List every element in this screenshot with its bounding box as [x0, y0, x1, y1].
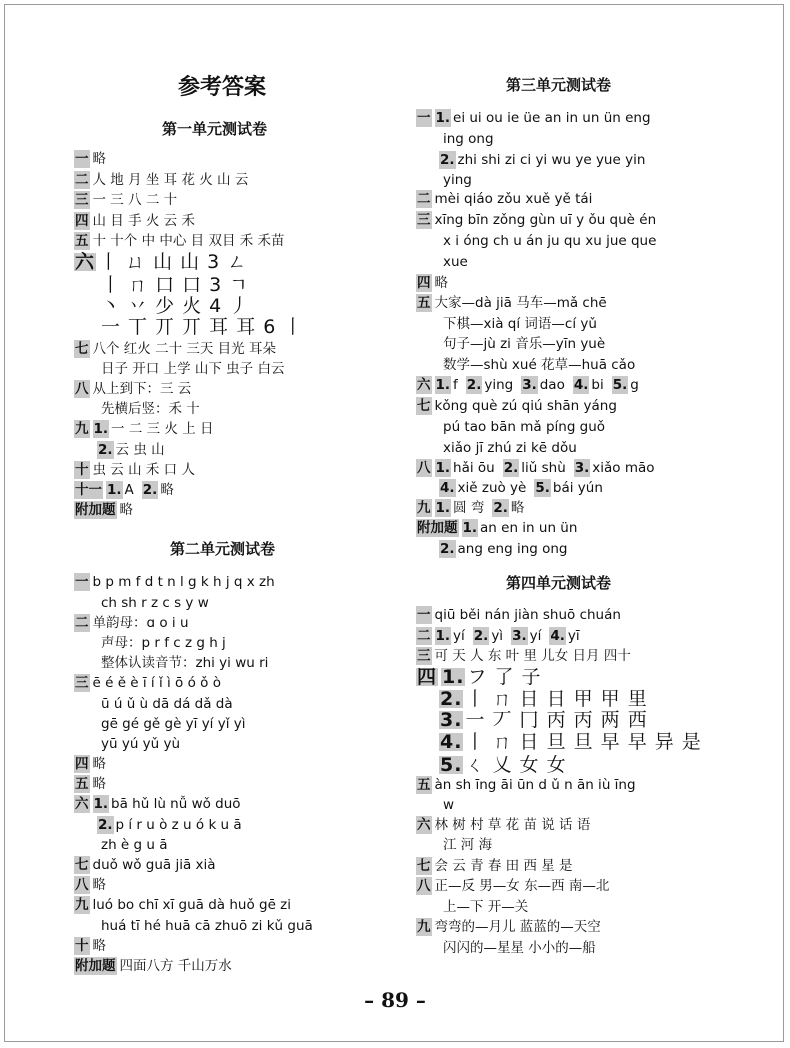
- answer-text: yī: [567, 628, 580, 644]
- question-number: 十: [75, 462, 89, 478]
- answer-line: [416, 274, 456, 292]
- answer-text: 一 三 八 二 十: [92, 192, 178, 208]
- answer-text: 一 二 三 火 上 日: [111, 421, 214, 437]
- answer-line: [416, 857, 581, 875]
- answer-text: b p m f d t n l g k h j q x zh: [92, 574, 275, 590]
- sub-question-number: 3.: [440, 709, 463, 731]
- answer-line: [101, 297, 257, 315]
- answer-text: luó bo chī xī guā dà huǒ gē zi: [92, 897, 292, 913]
- answer-text: ang eng ing ong: [457, 541, 568, 557]
- answer-text: kǒng què zú qiú shān yáng: [434, 398, 617, 414]
- answer-text: 丨 ㄇ 日 旦 旦 早 早 异 是: [465, 731, 702, 753]
- answer-text: yū yú yǔ yù: [101, 736, 181, 752]
- question-number: 一: [75, 151, 89, 167]
- answer-text: yí: [453, 628, 465, 644]
- sub-question-number: 5.: [612, 377, 628, 393]
- sub-question-number: 2.: [503, 460, 519, 476]
- answer-line: [74, 380, 199, 398]
- answer-line: [74, 674, 229, 692]
- answer-line: [443, 836, 500, 854]
- answer-line: [443, 796, 462, 814]
- answer-text: 虫 云 山 禾 口 人: [92, 462, 195, 478]
- answer-text: 略: [92, 776, 106, 792]
- sub-question-number: 2.: [493, 500, 508, 516]
- answer-line: [443, 335, 613, 353]
- answer-line: [101, 654, 276, 672]
- unit3-title: 第三单元测试卷: [506, 76, 612, 94]
- sub-question-number: 3.: [512, 628, 527, 644]
- answer-line: [74, 501, 141, 519]
- answer-text: A: [124, 482, 134, 498]
- answer-line: [439, 711, 656, 729]
- answer-line: [74, 573, 283, 591]
- answer-text: ing ong: [443, 131, 494, 147]
- answer-text: 一 丆 冂 丙 丙 两 西: [465, 709, 648, 731]
- answer-text: mèi qiáo zǒu xuě yě tái: [434, 191, 593, 207]
- question-number: 七: [75, 857, 89, 873]
- answer-line: [416, 499, 532, 517]
- answer-line: [74, 150, 114, 168]
- sub-question-number: 1.: [435, 377, 451, 393]
- answer-text: 丨 ㄇ 日 日 甲 甲 里: [465, 688, 648, 710]
- sub-question-number: 4.: [573, 377, 589, 393]
- sub-question-number: 2.: [473, 628, 489, 644]
- answer-text: 略: [434, 275, 448, 291]
- answer-text: zh è g u ā: [101, 837, 168, 853]
- answer-text: フ 了 子: [467, 666, 542, 688]
- answer-text: yì: [491, 628, 504, 644]
- answer-text: p í r u ò z u ó k u ā: [115, 817, 242, 833]
- question-number: 二: [417, 191, 431, 207]
- answer-line: [416, 816, 598, 834]
- answer-text: ei ui ou ie üe an in un ün eng: [453, 110, 651, 126]
- question-number: 八: [417, 460, 431, 476]
- answer-line: [416, 294, 615, 312]
- answer-text: zhi shi zi ci yi wu ye yue yin: [457, 152, 646, 168]
- sub-question-number: 1.: [442, 666, 465, 688]
- answer-text: pú tao bān mǎ píng guǒ: [443, 419, 606, 435]
- answer-line: [101, 360, 292, 378]
- answer-line: [416, 877, 617, 895]
- answer-text: 丨 ㄇ 口 口 3 ㄱ: [101, 274, 249, 296]
- answer-text: hǎi ōu: [453, 460, 495, 476]
- answer-line: [416, 519, 585, 537]
- answer-text: 林 树 村 草 花 苗 说 话 语: [434, 817, 591, 833]
- question-number: 八: [75, 381, 89, 397]
- answer-line: [416, 918, 609, 936]
- answer-text: g: [630, 377, 639, 393]
- answer-text: 略: [92, 151, 106, 167]
- answer-line: [439, 479, 611, 497]
- question-number: 附加题: [75, 958, 116, 974]
- answer-text: 从上到下：三 云: [92, 381, 192, 397]
- question-number: 九: [417, 919, 431, 935]
- answer-line: [439, 151, 653, 169]
- answer-line: [416, 668, 550, 686]
- question-number: 六: [75, 796, 89, 812]
- sub-question-number: 3.: [574, 460, 590, 476]
- question-number: 四: [417, 666, 438, 688]
- answer-text: 丨 ㄩ 山 山 3 ㄥ: [99, 251, 248, 273]
- answer-text: bi: [591, 377, 604, 393]
- answer-line: [416, 109, 659, 127]
- answer-text: bā hǔ lù nǚ wǒ duō: [111, 796, 241, 812]
- question-number: 七: [417, 858, 431, 874]
- sub-question-number: 2.: [440, 152, 455, 168]
- answer-text: 江 河 海: [443, 837, 493, 853]
- answer-line: [74, 856, 224, 874]
- question-number: 六: [75, 251, 96, 273]
- answer-line: [416, 647, 639, 665]
- sub-question-number: 2.: [440, 688, 463, 710]
- question-number: 十一: [75, 482, 102, 498]
- answer-text: xue: [443, 254, 468, 270]
- sub-question-number: 1.: [435, 628, 451, 644]
- answer-line: [439, 733, 710, 751]
- answer-text: xiǎo māo: [592, 460, 655, 476]
- answer-text: ch sh r z c s y w: [101, 595, 209, 611]
- answer-line: [97, 441, 173, 459]
- answer-line: [439, 756, 575, 774]
- sub-question-number: 2.: [98, 442, 113, 458]
- sub-question-number: 4.: [440, 480, 455, 496]
- answer-line: [101, 695, 241, 713]
- question-number: 二: [417, 628, 431, 644]
- answer-line: [443, 418, 613, 436]
- answer-text: yí: [529, 628, 542, 644]
- answer-line: [101, 735, 188, 753]
- answer-line: [74, 896, 299, 914]
- answer-text: xīng bīn zǒng gùn uī y ǒu què én: [434, 212, 657, 228]
- sub-question-number: 1.: [93, 796, 109, 812]
- answer-text: an en in un ün: [480, 520, 578, 536]
- answer-text: xiě zuò yè: [457, 480, 527, 496]
- sub-question-number: 3.: [522, 377, 537, 393]
- answer-text: àn sh īng āi ūn d ǔ n ān iù īng: [434, 777, 636, 793]
- sub-question-number: 1.: [435, 500, 451, 516]
- question-number: 三: [75, 675, 89, 691]
- answer-text: w: [443, 797, 455, 813]
- answer-text: duǒ wǒ guā jiā xià: [92, 857, 216, 873]
- answer-line: [101, 836, 176, 854]
- answer-text: 山 目 手 火 云 禾: [92, 213, 195, 229]
- question-number: 九: [75, 897, 89, 913]
- sub-question-number: 1.: [435, 460, 451, 476]
- page-title: 参考答案: [178, 74, 267, 100]
- answer-line: [416, 459, 663, 477]
- answer-line: [443, 898, 536, 916]
- question-number: 一: [417, 607, 431, 623]
- question-number: 二: [75, 615, 89, 631]
- answer-text: 数学—shù xué 花草—huā cǎo: [443, 357, 636, 373]
- answer-text: bái yún: [552, 480, 603, 496]
- sub-question-number: 2.: [466, 377, 482, 393]
- answer-text: ying: [484, 377, 514, 393]
- answer-text: 略: [510, 500, 525, 516]
- answer-text: 闪闪的—星星 小小的—船: [443, 940, 596, 956]
- question-number: 九: [417, 500, 431, 516]
- answer-line: [74, 481, 182, 499]
- page-number: – 89 –: [364, 988, 426, 1012]
- answer-line: [416, 606, 629, 624]
- answer-text: qiū běi nán jiàn shuō chuán: [434, 607, 621, 623]
- answer-text: ying: [443, 172, 472, 188]
- answer-text: 云 虫 山: [115, 442, 165, 458]
- unit4-title: 第四单元测试卷: [506, 574, 612, 592]
- question-number: 三: [417, 648, 431, 664]
- answer-line: [443, 171, 480, 189]
- answer-line: [74, 937, 114, 955]
- answer-line: [443, 939, 604, 957]
- answer-line: [74, 614, 197, 632]
- answer-text: 略: [119, 502, 133, 518]
- answer-line: [74, 420, 222, 438]
- unit1-title: 第一单元测试卷: [162, 120, 268, 138]
- answer-text: f: [453, 377, 458, 393]
- question-number: 八: [75, 877, 89, 893]
- answer-text: 八个 红火 二十 三天 目光 耳朵: [92, 341, 276, 357]
- answer-line: [74, 232, 293, 250]
- question-number: 三: [75, 192, 89, 208]
- sub-question-number: 1.: [107, 482, 122, 498]
- answer-line: [74, 191, 185, 209]
- answer-line: [74, 775, 114, 793]
- answer-text: 十 十个 中 中心 目 双目 禾 禾苗: [92, 233, 285, 249]
- answer-line: [101, 594, 217, 612]
- answer-line: [97, 816, 250, 834]
- answer-line: [416, 397, 625, 415]
- question-number: 七: [417, 398, 431, 414]
- answer-text: 会 云 青 春 田 西 星 是: [434, 858, 573, 874]
- answer-line: [74, 340, 284, 358]
- answer-text: 声母：p r f c z g h j: [101, 635, 226, 651]
- answer-line: [443, 232, 664, 250]
- answer-text: huá tī hé huā cā zhuō zi kǔ guā: [101, 918, 313, 934]
- answer-text: ē é ě è ī í ǐ ì ō ó ǒ ò: [92, 675, 221, 691]
- question-number: 一: [75, 574, 89, 590]
- answer-line: [74, 795, 249, 813]
- answer-line: [74, 212, 203, 230]
- answer-text: 略: [92, 756, 106, 772]
- answer-text: 丶 丷 少 火 4 丿: [101, 295, 250, 317]
- question-number: 附加题: [75, 502, 116, 518]
- sub-question-number: 2.: [142, 482, 158, 498]
- answer-text: gē gé gě gè yī yí yǐ yì: [101, 716, 246, 732]
- answer-line: [416, 190, 600, 208]
- question-number: 五: [417, 295, 431, 311]
- answer-text: 略: [92, 938, 106, 954]
- answer-line: [443, 356, 643, 374]
- answer-text: 大家—dà jiā 马车—mǎ chē: [434, 295, 607, 311]
- question-number: 二: [75, 172, 89, 188]
- answer-line: [74, 171, 256, 189]
- question-number: 十: [75, 938, 89, 954]
- question-number: 四: [417, 275, 431, 291]
- answer-text: 日子 开口 上学 山下 虫子 白云: [101, 361, 285, 377]
- question-number: 一: [417, 110, 431, 126]
- page-border: [4, 4, 784, 1042]
- answer-text: 人 地 月 坐 耳 花 火 山 云: [92, 172, 249, 188]
- answer-line: [416, 627, 588, 645]
- answer-line: [101, 318, 311, 336]
- answer-line: [74, 876, 114, 894]
- answer-text: 上—下 开—关: [443, 899, 529, 915]
- sub-question-number: 5.: [440, 754, 463, 776]
- question-number: 六: [417, 817, 431, 833]
- question-number: 九: [75, 421, 89, 437]
- answer-text: 可 天 人 东 叶 里 儿女 日月 四十: [434, 648, 631, 664]
- answer-line: [101, 634, 234, 652]
- answer-text: 略: [160, 482, 174, 498]
- answer-text: ū ú ǔ ù dā dá dǎ dà: [101, 696, 233, 712]
- answer-line: [416, 211, 664, 229]
- unit2-title: 第二单元测试卷: [170, 540, 276, 558]
- answer-line: [74, 253, 255, 271]
- answer-line: [74, 755, 114, 773]
- answer-line: [416, 776, 644, 794]
- question-number: 四: [75, 213, 89, 229]
- answer-line: [101, 276, 257, 294]
- answer-text: 圆 弯: [453, 500, 485, 516]
- question-number: 七: [75, 341, 89, 357]
- answer-line: [443, 439, 585, 457]
- answer-text: 下棋—xià qí 词语—cí yǔ: [443, 316, 597, 332]
- answer-line: [439, 690, 656, 708]
- answer-line: [74, 461, 203, 479]
- answer-text: 一 丅 丌 丌 耳 耳 6 丨: [101, 316, 304, 338]
- question-number: 五: [75, 776, 89, 792]
- answer-line: [443, 130, 502, 148]
- sub-question-number: 5.: [535, 480, 550, 496]
- answer-line: [439, 540, 576, 558]
- question-number: 附加题: [417, 520, 458, 536]
- answer-line: [101, 400, 208, 418]
- answer-line: [101, 917, 321, 935]
- answer-text: x i óng ch u án ju qu xu jue que: [443, 233, 657, 249]
- answer-text: 先横后竖：禾 十: [101, 401, 200, 417]
- sub-question-number: 4.: [550, 628, 565, 644]
- answer-text: xiǎo jī zhú zi kē dǒu: [443, 440, 577, 456]
- answer-text: ㄑ 乂 女 女: [465, 754, 567, 776]
- sub-question-number: 2.: [98, 817, 113, 833]
- answer-text: liǔ shù: [521, 460, 566, 476]
- answer-line: [101, 715, 254, 733]
- question-number: 八: [417, 878, 431, 894]
- sub-question-number: 1.: [462, 520, 478, 536]
- question-number: 四: [75, 756, 89, 772]
- sub-question-number: 4.: [440, 731, 463, 753]
- question-number: 六: [417, 377, 431, 393]
- answer-text: 整体认读音节：zhi yi wu ri: [101, 655, 269, 671]
- answer-text: 正—反 男—女 东—西 南—北: [434, 878, 610, 894]
- answer-line: [443, 315, 605, 333]
- sub-question-number: 1.: [435, 110, 451, 126]
- answer-line: [416, 376, 647, 394]
- answer-text: 句子—jù zi 音乐—yīn yuè: [443, 336, 606, 352]
- answer-text: 弯弯的—月儿 蓝蓝的—天空: [434, 919, 601, 935]
- answer-line: [74, 957, 240, 975]
- answer-text: 单韵母：ɑ o i u: [92, 615, 189, 631]
- question-number: 五: [75, 233, 89, 249]
- answer-text: 略: [92, 877, 106, 893]
- sub-question-number: 2.: [440, 541, 455, 557]
- question-number: 三: [417, 212, 431, 228]
- answer-text: dao: [539, 377, 565, 393]
- question-number: 五: [417, 777, 431, 793]
- answer-text: 四面八方 千山万水: [119, 958, 232, 974]
- sub-question-number: 1.: [93, 421, 109, 437]
- answer-line: [443, 253, 476, 271]
